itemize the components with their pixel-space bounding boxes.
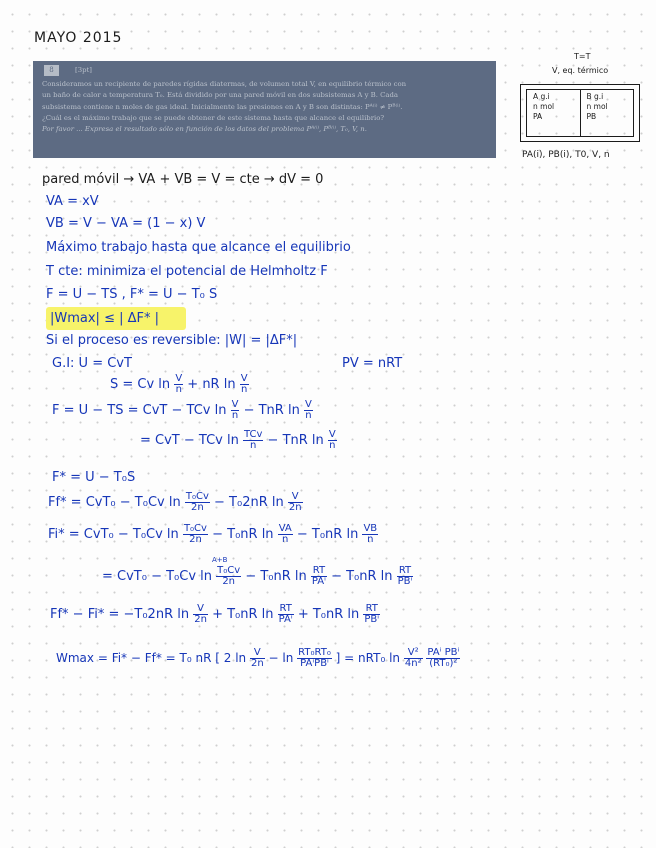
- subsystem-a: [527, 90, 580, 136]
- note-line-wmax-inequality: |Wmax| ≤ | ΔF* |: [50, 311, 159, 326]
- problem-line: un baño de calor a temperatura T₀. Está dividido por una pared móvil en dos subsistemas A y B. Cada: [42, 91, 399, 100]
- note-line-f-expansion: F = U − TS = CvT − TCv ln $\frac{V}{n}$ − TnR ln $\frac{V}{n}$: [52, 399, 312, 421]
- sketch-temperature-label: T=T: [574, 52, 591, 61]
- subsystem-b-moles: n mol: [586, 102, 608, 111]
- note-line-initial-fstar: Fi* = CvT₀ − T₀Cv ln $\frac{\text{T₀Cv}}{2n}$ − T₀nR ln $\frac{VA}{n}$ − T₀nR ln $\frac{VB}{n}$: [48, 523, 378, 545]
- sketch-data-list: PA(i), PB(i), T0, V, n: [522, 150, 610, 160]
- problem-line: Por favor ... Expresa el resultado sólo en función de los datos del problema Pᴬ⁽ⁱ⁾, Pᴮ⁽ⁱ⁾, T₀, V, n.: [42, 125, 367, 134]
- subsystem-b-gas: B g.i: [586, 92, 604, 101]
- note-line-ideal-gas-energy: G.I: U = CvT: [52, 356, 132, 371]
- subsystem-b: [580, 90, 634, 136]
- problem-line: Consideramos un recipiente de paredes rígidas diatermas, de volumen total V, en equilibrio térmico con: [42, 80, 407, 89]
- note-line-entropy: S = Cv ln $\frac{V}{n}$ + nR ln $\frac{V}{n}$: [110, 373, 248, 395]
- note-line-fstar-definition: F* = U − T₀S: [52, 470, 136, 485]
- subsystem-b-pressure: PB: [586, 112, 597, 121]
- page-title: MAYO 2015: [34, 30, 123, 46]
- note-line-delta-fstar: Ff* − Fi* = −T₀2nR ln $\frac{V}{2n}$ + T₀nR ln $\frac{RT}{\text{PAⁱ}}$ + T₀nR ln $\frac{RT}{\text{PBⁱ}}$: [50, 603, 380, 625]
- note-line-reversible: Si el proceso es reversible: |W| = |ΔF*|: [46, 333, 298, 348]
- note-line-initial-fstar-substituted: = CvT₀ − T₀Cv ln $\frac{\text{T₀Cv}}{2n}$ − T₀nR ln $\frac{RT}{\text{PAⁱ}}$ − T₀nR ln $\frac{RT}{\text{PBⁱ}}$: [102, 565, 413, 587]
- problem-statement: [33, 61, 496, 158]
- subsystem-a-gas: A g.i: [533, 92, 550, 101]
- note-line-vb: VB = V − VA = (1 − x) V: [46, 216, 206, 231]
- problem-points: [3pt]: [75, 66, 92, 74]
- note-line-wmax-result: Wmax = Fi* − Ff* = T₀ nR [ 2 ln $\frac{V}{2n}$ − ln $\frac{\text{RT₀RT₀}}{\text{PAⁱPBⁱ}}$ ] = nRT₀ ln $\frac{\text{V²}}{\text{4n²}}$ $\frac{\text{PAⁱ PBⁱ}}{\text{(RT₀)²}}$: [56, 647, 460, 669]
- note-line-max-work: Máximo trabajo hasta que alcance el equilibrio: [46, 240, 351, 255]
- sketch-equilibrium-label: V, eq. térmico: [552, 66, 609, 75]
- note-line-va: VA = xV: [46, 194, 99, 209]
- subsystem-a-moles: n mol: [533, 102, 555, 111]
- problem-number: 8: [44, 65, 59, 76]
- note-line-final-fstar: Ff* = CvT₀ − T₀Cv ln $\frac{\text{T₀Cv}}{2n}$ − T₀2nR ln $\frac{V}{2n}$: [48, 491, 302, 513]
- subsystem-a-pressure: PA: [533, 112, 543, 121]
- note-line-helmholtz: T cte: minimiza el potencial de Helmholtz F: [46, 264, 328, 279]
- note-line-ideal-gas-law: PV = nRT: [342, 356, 403, 371]
- note-line-movable-wall: pared móvil → VA + VB = V = cte → dV = 0: [42, 172, 324, 187]
- note-line-f-definition: F = U − TS , F* = U − T₀ S: [46, 287, 218, 302]
- problem-line: subsistema contiene n moles de gas ideal. Inicialmente las presiones en A y B son distintas: Pᴬ⁽ⁱ⁾ ≠ Pᴮ⁽ⁱ⁾.: [42, 102, 403, 111]
- container-inner: [526, 89, 634, 137]
- problem-line: ¿Cuál es el máximo trabajo que se puede obtener de este sistema hasta que alcance el equilibrio?: [42, 113, 385, 122]
- note-line-f-simplified: = CvT − TCv ln $\frac{\text{TCv}}{n}$ − TnR ln $\frac{V}{n}$: [140, 429, 336, 451]
- note-annotation-ab: A+B: [212, 556, 228, 564]
